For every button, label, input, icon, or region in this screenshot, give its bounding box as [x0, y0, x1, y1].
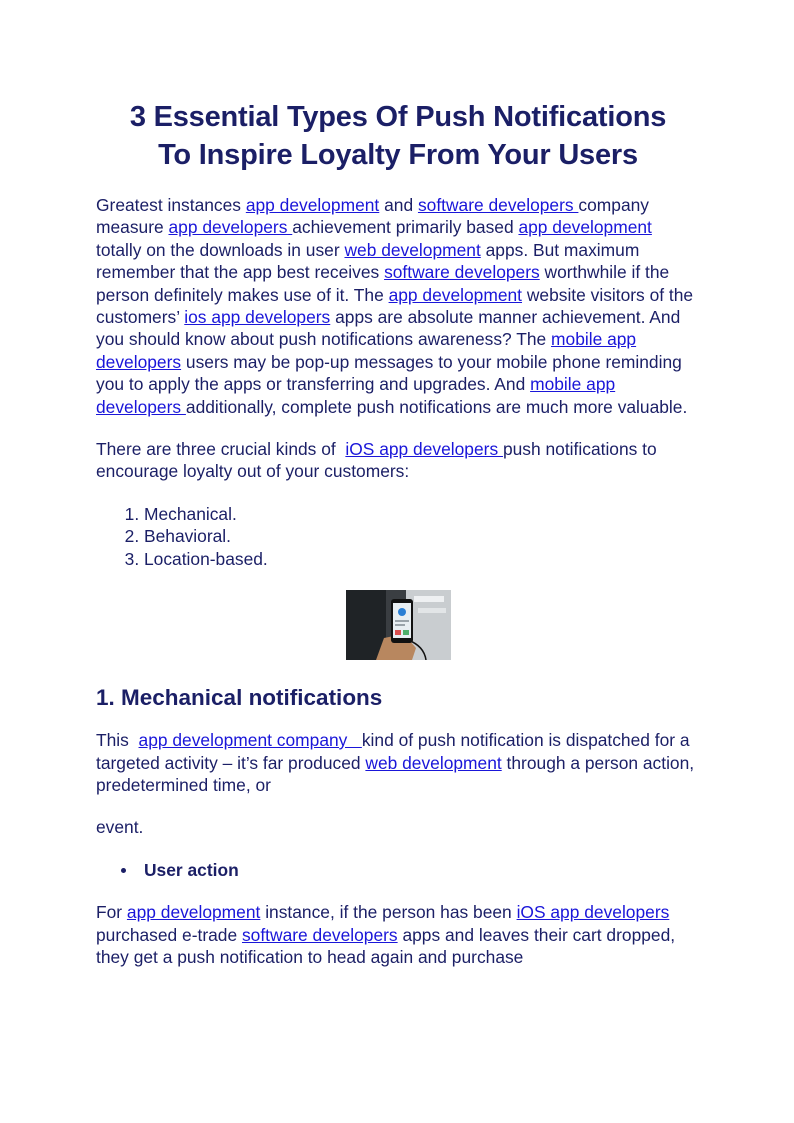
bullet-item-user-action: User action: [144, 859, 700, 881]
link-software-developers[interactable]: software developers: [384, 262, 540, 283]
intro-text: website visitors of the customers’: [96, 284, 694, 328]
intro-text: worthwhile if the person definitely makes use of it. The: [96, 262, 670, 305]
page-title-line-2: To Inspire Loyalty From Your Users: [158, 139, 638, 171]
section-paragraph: [96, 729, 700, 796]
notification-types-list: [96, 503, 700, 570]
link-web-development[interactable]: web development: [365, 752, 502, 773]
document-page: [96, 98, 700, 968]
kinds-text: There are three crucial kinds of: [96, 439, 346, 460]
kinds-paragraph: [96, 438, 700, 483]
link-app-development[interactable]: app development: [126, 902, 261, 923]
intro-text: users may be pop-up messages to your mobile phone reminding you to apply the apps or transferring and upgrades. And: [96, 351, 682, 395]
link-software-developers[interactable]: software developers: [417, 195, 579, 215]
list-item: 2. Behavioral.: [144, 525, 700, 547]
link-mobile-app-developers[interactable]: mobile app developers: [96, 374, 616, 417]
screen-tile: [395, 630, 401, 635]
link-app-development[interactable]: app development: [388, 284, 523, 305]
section-text: through a person action, predetermined time, or: [96, 752, 695, 795]
page-title-line-1: 3 Essential Types Of Push Notifications: [129, 101, 667, 133]
kinds-text: push notifications to encourage loyalty out of your customers:: [96, 439, 657, 482]
section-text: instance, if the person has been: [260, 902, 517, 923]
intro-text: achievement primarily based: [292, 217, 519, 238]
intro-text: apps are absolute manner achievement. And you should know about push notifications awareness? The: [96, 307, 681, 350]
section-text: This: [96, 730, 139, 751]
link-app-development-company[interactable]: app development company: [138, 730, 362, 751]
screen-text-line: [395, 624, 405, 626]
screen-tile: [403, 630, 409, 635]
link-app-development[interactable]: app development: [518, 217, 652, 238]
intro-text: and: [379, 195, 418, 215]
phone-in-hand-photo: [346, 590, 451, 660]
section-text: kind of push notification is dispatched for a targeted activity – it’s far produced: [96, 730, 690, 773]
list-item: 3. Location-based.: [144, 548, 700, 570]
intro-paragraph: [96, 194, 700, 418]
intro-text: additionally, complete push notifications are much more valuable.: [185, 396, 688, 417]
link-ios-app-developers[interactable]: ios app developers: [184, 307, 331, 328]
section-paragraph-event: event.: [96, 817, 144, 838]
photo-keyboard-keys: [418, 608, 446, 613]
article-image-container: [96, 590, 700, 660]
list-item: 1. Mechanical.: [144, 503, 700, 525]
section-text: For: [96, 902, 127, 923]
app-icon: [398, 608, 406, 616]
link-ios-app-developers[interactable]: iOS app developers: [345, 439, 503, 460]
section-text: purchased e-trade: [96, 924, 242, 945]
link-app-development[interactable]: app development: [245, 195, 380, 215]
screen-text-line: [395, 620, 409, 622]
link-web-development[interactable]: web development: [344, 239, 481, 260]
link-mobile-app-developers[interactable]: mobile app developers: [96, 329, 637, 372]
intro-text: Greatest instances: [96, 195, 246, 215]
section-heading: 1. Mechanical notifications: [96, 685, 383, 711]
section-text: apps and leaves their cart dropped, they get a push notification to head again and purchase: [96, 924, 676, 967]
link-ios-app-developers[interactable]: iOS app developers: [516, 902, 670, 923]
link-software-developers[interactable]: software developers: [241, 924, 398, 945]
section-paragraph: [96, 901, 700, 968]
photo-keyboard-keys: [414, 596, 444, 602]
page-title: [96, 98, 700, 174]
link-app-developers[interactable]: app developers: [168, 217, 293, 238]
intro-text: apps. But maximum remember that the app best receives: [96, 239, 640, 283]
intro-text: totally on the downloads in user: [96, 239, 345, 260]
intro-text: company measure: [96, 195, 649, 238]
bullet-list: [96, 859, 700, 881]
